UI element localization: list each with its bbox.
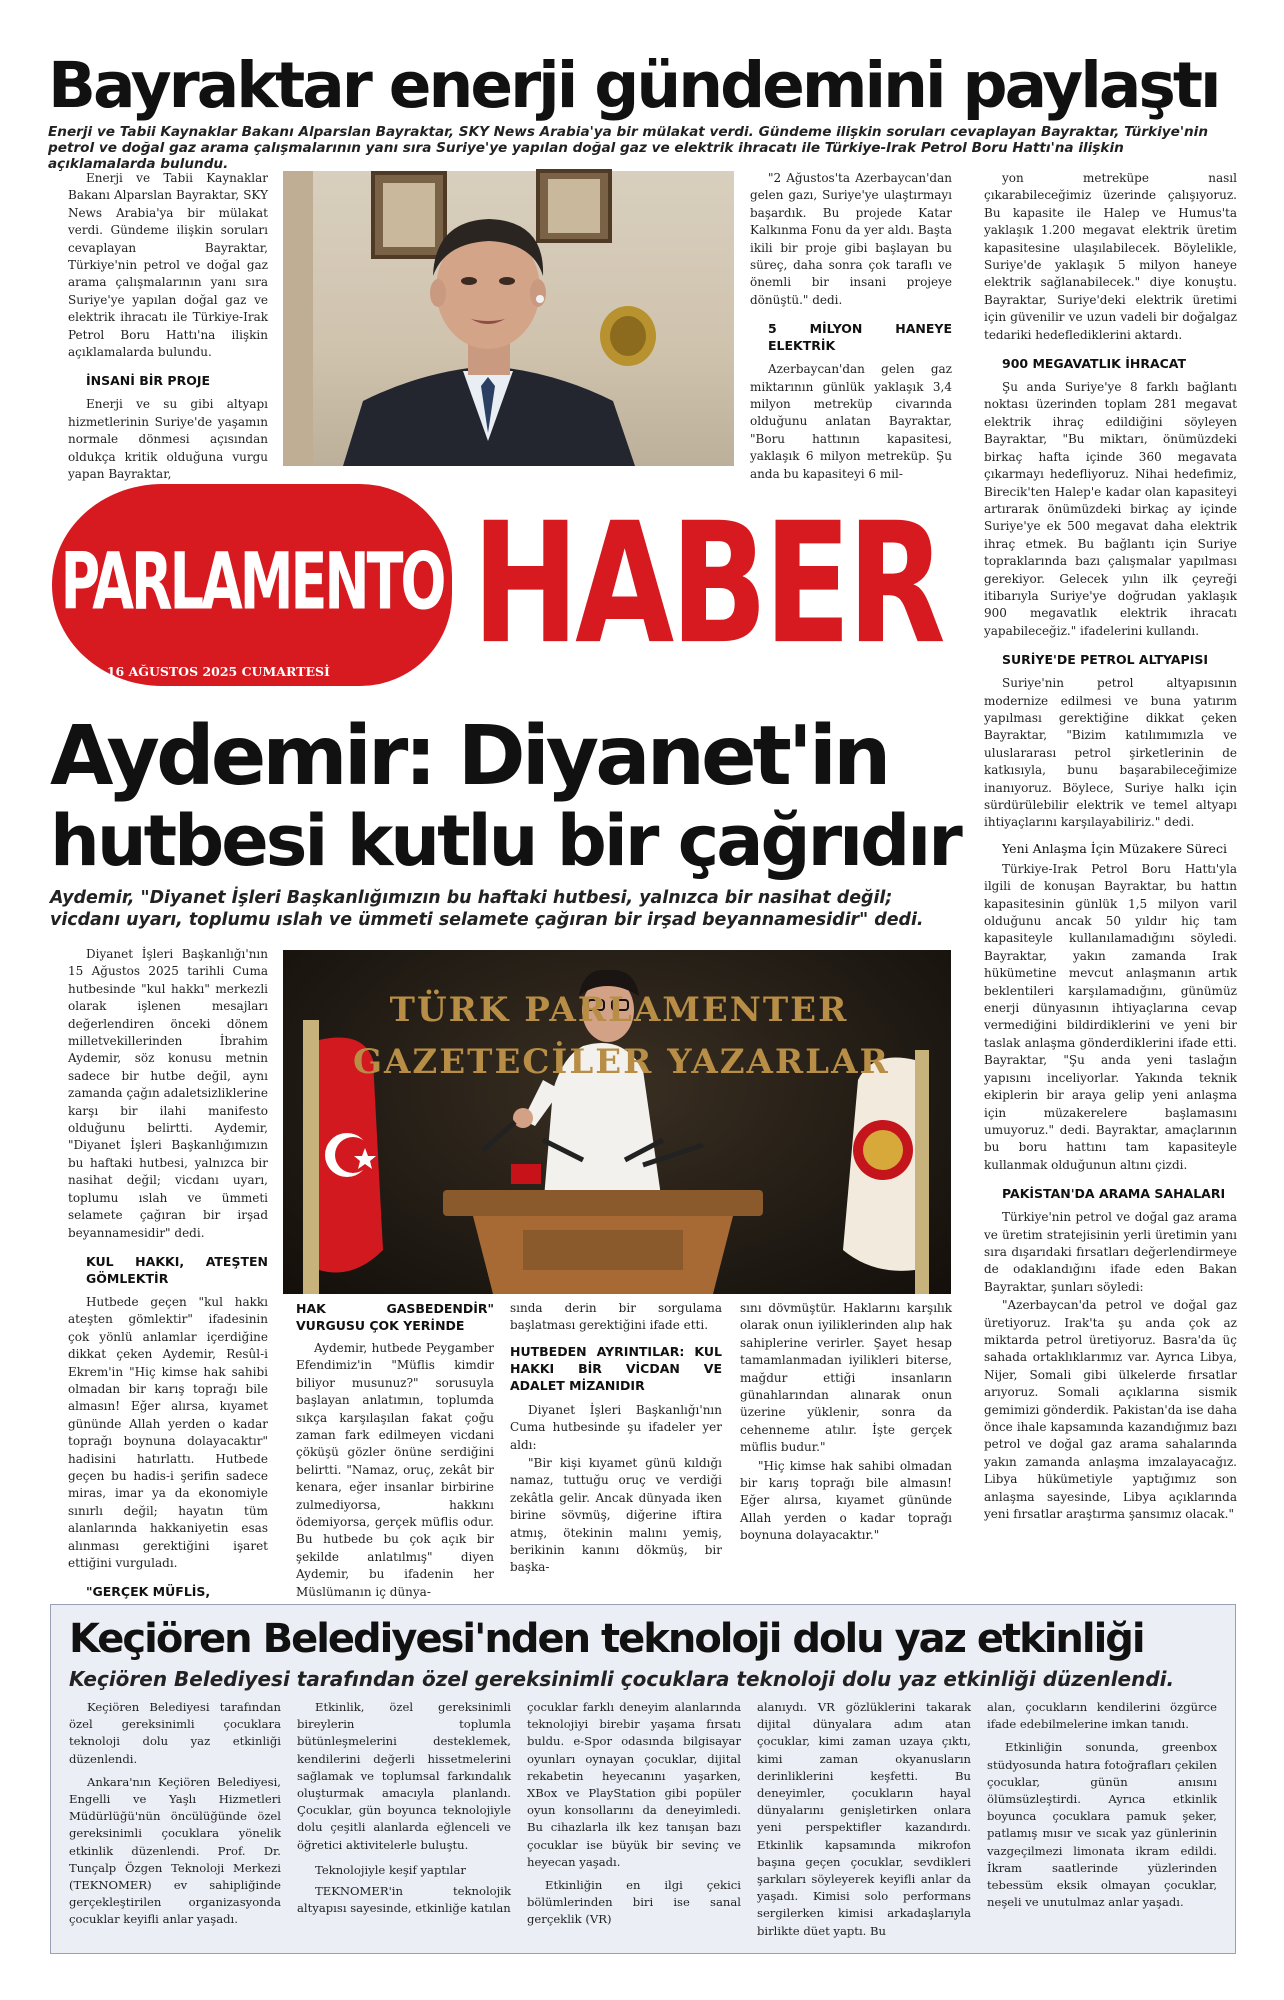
article1-col4c-p: Suriye'nin petrol altyapısının modernize edilmesi ve buna yatırım yapılması gerektiğine dikkat çeken Bayraktar, "Bizim katılımımızla ve uluslararası petrol şirketlerinin de katkısıyla, bunu başarabileceğimize inanıyoruz. Böylece, Suriye halkı için sürdürülebilir elektrik ve temel altyapı ihtiyaçlarını karşılayabiliriz." dedi.	[984, 676, 1237, 830]
article3-col1-p2: Ankara'nın Keçiören Belediyesi, Engelli ve Yaşlı Hizmetleri Müdürlüğü'nün öncülüğünde özel gereksinimli çocuklara yönelik etkinlik düzenlendi. Prof. Dr. Tunçalp Özgen Teknoloji Merkezi (TEKNOMER) ev sahipliğinde gerçekleştirilen organizasyonda çocuklar keyifli anlar yaşadı.	[69, 1774, 281, 1927]
article1-col4a-p: yon metreküpe nasıl çıkarabileceğimiz üzerinde çalışıyoruz. Bu kapasite ile Halep ve Humus'ta yaklaşık 1.200 megavat elektrik üretim kapasitesine ulaşılabilecek. Böylelikle, Suriye'de yaklaşık 5 milyon haneye elektrik sağlanabilecek." diye konuştu. Bayraktar, Suriye'deki elektrik üretimi için güvenilir ve uzun vadeli bir doğalgaz tedariki hedeflediklerini aktardı.	[984, 171, 1237, 342]
article1-subhead-pakistan: PAKİSTAN'DA ARAMA SAHALARI	[1002, 1186, 1226, 1202]
article2-col4	[740, 1300, 952, 1592]
article3-col1	[69, 1699, 281, 1945]
article2-col3b-p2: "Bir kişi kıyamet günü kıldığı namaz, tuttuğu oruç ve verdiği zekâtla gelir. Ancak dünyada iken birine sövmüş, diğerine iftira atmış, ötekinin malını yemiş, berikinin kanını dökmüş, bir başka-	[510, 1456, 722, 1575]
masthead-date: > 16 AĞUSTOS 2025 CUMARTESİ	[92, 664, 330, 679]
article1-subhead-5milyon: 5 MİLYON HANEYE ELEKTRİK	[768, 321, 952, 354]
masthead-brand-left: PARLAMENTO	[60, 536, 444, 628]
article2-col1b-p: Hutbede geçen "kul hakkı ateşten gömlektir" ifadesinin çok yönlü anlamlar içerdiğine dikkat çeken Aydemir, Resûl-i Ekrem'in "Hiç kimse hak sahibi olmadan bir karış toprağı bile almasın! Eğer alırsa, kıyamet gününde Allah yerden o kadar toprağı boynuna dolayacaktır" hadisini hatırlattı. Hutbede geçen bu hadis-i şerifin sadece miras, imar ya da ekonomiyle sınırlı değil; hayatın tüm alanlarında hakkaniyetin esas alınması gerektiğini işaret ettiğini vurguladı.	[68, 1294, 268, 1570]
photo-aydemir-podium	[283, 950, 951, 1294]
article3-col5-p1: alan, çocukların kendilerini özgürce ifade edebilmelerine imkan tanıdı.	[987, 1700, 1217, 1732]
article1-col3	[750, 170, 952, 481]
article3-col5	[987, 1699, 1217, 1945]
article1-col1	[68, 170, 268, 482]
article2-col2	[296, 1296, 494, 1599]
photo-banner-line2: GAZETECİLER YAZARLAR	[353, 1042, 890, 1082]
article3-col3-p2: Etkinliğin en ilgi çekici bölümlerinden biri ise sanal gerçeklik (VR)	[527, 1878, 741, 1927]
article1-subhead-muzakere: Yeni Anlaşma İçin Müzakere Süreci	[1002, 840, 1227, 856]
article2-col4-p2: "Hiç kimse hak sahibi olmadan bir karış toprağı bile almasın! Eğer alırsa, kıyamet gününde Allah yerden o kadar toprağı boynuna dolayacaktır."	[740, 1458, 952, 1543]
article1-col4d-p: Türkiye-Irak Petrol Boru Hattı'yla ilgili de konuşan Bayraktar, bu hattın kapasitesinin günlük 1,5 milyon varil olduğunu ancak 50 yıldır hiç tam kapasiteyle kullanılamadığını söyledi. Bayraktar, yakın zamanda Irak hükümetine mevcut anlaşmanın artık beklentileri karşılamadığını, günümüz enerji dünyasının ihtiyaçlarına cevap vermediğini bildirdiklerini ve yeni bir taslak anlaşma gönderdiklerini ifade etti. Bayraktar, "Şu anda yeni taslağın yapısını inceliyorlar. Yakında teknik ekiplerin bir araya gelip yeni anlaşma için müzakerelere başlamasını umuyoruz." dedi. Bayraktar, amaçlarının bu boru hattını tam kapasiteyle kullanmak olduğunun altını çizdi.	[984, 861, 1237, 1172]
article3-col3-p1: çocuklar farklı deneyim alanlarında teknolojiyi birebir yaşama fırsatı buldu. e-Spor odasında bilgisayar oyunları oynayan çocuklar, dijital rekabetin heyecanını yaşarken, XBox ve PlayStation gibi popüler oyun konsollarını da deneyimledi. Bu cihazlarla ilk kez tanışan bazı çocuklar ise büyük bir sevinç ve heyecan yaşadı.	[527, 1700, 741, 1869]
article2-subhead-gercek-muflis: "GERÇEK MÜFLİS,	[86, 1584, 211, 1600]
article2-col3	[510, 1300, 722, 1592]
article3-col5-p2: Etkinliğin sonunda, greenbox stüdyosunda hatıra fotoğrafları çekilen çocuklar, günün anısını ölümsüzleştirdi. Ayrıca etkinlik boyunca çocuklara pamuk şeker, patlamış mısır ve sıcak yaz günlerinin vazgeçilmezi limonata ikram edildi. İkram saatlerinde yüzlerinden tebessüm eksik olmayan çocuklar, neşeli ve unutulmaz anlar yaşadı.	[987, 1740, 1217, 1910]
masthead	[52, 484, 952, 688]
article1-col1b-p: Enerji ve su gibi altyapı hizmetlerinin Suriye'de yaşamın normale dönmesi açısından oldukça kritik olduğuna vurgu yapan Bayraktar,	[68, 397, 268, 482]
article3-col2-p: Etkinlik, özel gereksinimli bireylerin toplumla bütünleşmelerini desteklemek, kendilerini değerli hissetmelerini sağlamak ve toplumsal farkındalık oluşturmak amacıyla planlandı. Çocuklar, gün boyunca teknolojiyle dolu çeşitli alanlarda eğlenceli ve öğretici aktivitelerle buluştu.	[297, 1700, 511, 1852]
article2-col1-p: Diyanet İşleri Başkanlığı'nın 15 Ağustos 2025 tarihli Cuma hutbesinde "kul hakkı" merkezli olarak işlenen mesajları değerlendiren önceki dönem milletvekillerinden İbrahim Aydemir, söz konusu metnin sadece bir hutbe değil, aynı zamanda çağın adaletsizliklerine karşı bir ilahi manifesto olduğunu belirtti. Aydemir, "Diyanet İşleri Başkanlığımızın bu haftaki hutbesi, yalnızca bir nasihat değil; vicdanı uyarı, toplumu ıslah ve ümmeti selamete çağıran bir irşad beyannamesidir" dedi.	[68, 947, 268, 1240]
article2-col3b-p1: Diyanet İşleri Başkanlığı'nın Cuma hutbesinde şu ifadeler yer aldı:	[510, 1402, 722, 1452]
article3-col2b-p: TEKNOMER'in teknolojik altyapısı sayesinde, etkinliğe katılan	[297, 1884, 511, 1916]
article3-col1-p1: Keçiören Belediyesi tarafından özel gereksinimli çocuklara teknoloji dolu yaz etkinliği düzenlendi.	[69, 1700, 281, 1766]
article2-subhead-ayrintilar: HUTBEDEN AYRINTILAR: KUL HAKKI BİR VİCDAN VE ADALET MİZANIDIR	[510, 1343, 722, 1393]
article3-col2	[297, 1699, 511, 1945]
article2-col2-p: Aydemir, hutbede Peygamber Efendimiz'in "Müflis kimdir biliyor musunuz?" sorusuyla başlayan anlatımın, toplumda sıkça karşılaşılan fakat çoğu zaman fark edilmeyen vicdani çöküşü gözler önüne serdiğini belirtti. "Namaz, oruç, zekât bir kenara, eğer insanlar birbirine zulmediyorsa, hakkını ödemiyorsa, gerçek müflis odur. Bu hutbede bu çok açık bir şekilde anlatılmış" diyen Aydemir, bu ifadenin her Müslümanın iç dünya-	[296, 1341, 494, 1599]
article3-col3	[527, 1699, 741, 1945]
article1-col4	[984, 170, 1237, 1592]
article2-col3a-p: sında derin bir sorgulama başlatması gerektiğini ifade etti.	[510, 1301, 722, 1333]
article1-headline: Bayraktar enerji gündemini paylaştı	[48, 49, 1219, 122]
article3-col4-p: alanıydı. VR gözlüklerini takarak dijital dünyalara adım atan çocuklar, kimi zaman uzaya çıktı, kimi zaman okyanusların derinliklerini keşfetti. Bu deneyimler, çocukların hayal dünyalarını genişletirken onlara yeni perspektifler kazandırdı. Etkinlik kapsamında mikrofon başına geçen çocuklar, sevdikleri şarkıları söyleyerek keyifli anlar da yaşadı. Kimisi solo performans sergilerken kimisi arkadaşlarıyla birlikte düet yaptı. Bu	[757, 1700, 971, 1938]
article1-col3a-p: "2 Ağustos'ta Azerbaycan'dan gelen gazı, Suriye'ye ulaştırmayı başardık. Bu projede Katar Kalkınma Fonu da yer aldı. Başta ikili bir proje gibi başlayan bu süreç, daha sonra çok taraflı ve önemli bir insani projeye dönüştü." dedi.	[750, 171, 952, 307]
article3-deck: Keçiören Belediyesi tarafından özel gereksinimli çocuklara teknoloji dolu yaz etkinliği düzenlendi.	[69, 1667, 1175, 1691]
article3-col4	[757, 1699, 971, 1945]
article1-deck: Enerji ve Tabii Kaynaklar Bakanı Alparslan Bayraktar, SKY News Arabia'ya bir mülakat verdi. Gündeme ilişkin soruları cevaplayan Bayraktar, Türkiye'nin petrol ve doğal gaz arama çalışmalarının yanı sıra Suriye'ye yapılan doğal gaz ve elektrik ihracatı ile Türkiye-Irak Petrol Boru Hattı'na ilişkin açıklamalarda bulundu.	[48, 124, 1208, 172]
photo-bayraktar-illustration	[283, 171, 734, 466]
article1-subhead-insani: İNSANİ BİR PROJE	[86, 373, 211, 389]
article3-headline: Keçiören Belediyesi'nden teknoloji dolu yaz etkinliği	[69, 1616, 1144, 1662]
article1-subhead-suriye-petrol: SURİYE'DE PETROL ALTYAPISI	[1002, 652, 1208, 668]
article2-col1	[68, 946, 268, 1600]
article2-subhead-kulhakki: KUL HAKKI, ATEŞTEN GÖMLEKTİR	[86, 1253, 268, 1286]
photo-bayraktar	[283, 171, 734, 466]
article2-deck: Aydemir, "Diyanet İşleri Başkanlığımızın bu haftaki hutbesi, yalnızca bir nasihat değil; vicdanı uyarı, toplumu ıslah ve ümmeti selamete çağıran bir irşad beyannamesidir" dedi.	[50, 888, 924, 930]
article2-col4-p1: sını dövmüştür. Haklarını karşılık olarak onun iyiliklerinden alıp hak sahiplerine verirler. Şayet hesap tamamlanmadan iyilikleri biterse, mağdur ettiği insanların günahlarından alınarak onun üzerine yüklenir, sonra da cehenneme atılır. İşte gerçek müflis budur."	[740, 1301, 952, 1455]
article1-col3b-p: Azerbaycan'dan gelen gaz miktarının günlük yaklaşık 3,4 milyon metreküp civarında olduğunu anlatan Bayraktar, "Boru hattının kapasitesi, yaklaşık 6 milyon metreküp. Şu anda bu kapasiteyi 6 mil-	[750, 362, 952, 481]
article1-col4e-p1: Türkiye'nin petrol ve doğal gaz arama ve üretim stratejisinin yerli üretimin yanı sıra dışarıdaki fırsatları değerlendirmeye de odaklandığını ifade eden Bakan Bayraktar, şunları söyledi:	[984, 1210, 1237, 1294]
article1-col1-p: Enerji ve Tabii Kaynaklar Bakanı Alparslan Bayraktar, SKY News Arabia'ya bir mülakat verdi. Gündeme ilişkin soruları cevaplayan Bayraktar, Türkiye'nin petrol ve doğal gaz arama çalışmalarının yanı sıra Suriye'ye yapılan doğal gaz ve elektrik ihracatı ile Türkiye-Irak Petrol Boru Hattı'na ilişkin açıklamalarda bulundu.	[68, 171, 268, 360]
article1-subhead-900mw: 900 MEGAVATLIK İHRACAT	[1002, 356, 1187, 372]
article2-headline-line2: hutbesi kutlu bir çağrıdır	[50, 800, 960, 882]
article1-col4e-p2: "Azerbaycan'da petrol ve doğal gaz üretiyoruz. Irak'ta şu anda çok az miktarda petrol üretiyoruz. Basra'da üç sahada ortaklıklarımız var. Ayrıca Libya, Nijer, Somali gibi ülkelerde fırsatlar arıyoruz. Somali açıklarına sismik gemimizi gönderdik. Pakistan'da ise daha önce ihale kapsamında kazandığımız bazı petrol ve doğal gaz arama sahalarında yakın zamanda anlaşma imzalayacağız. Libya hükümetiyle yaptığımız son anlaşma sayesinde, Libya açıklarında yeni fırsatlar araştırma şansımız olacak."	[984, 1298, 1238, 1522]
photo-banner-line1: TÜRK PARLAMENTER	[389, 990, 849, 1030]
article3-subhead-teknoloji: Teknolojiyle keşif yaptılar	[315, 1862, 466, 1877]
masthead-brand-right: HABER	[472, 487, 942, 682]
article1-col4b-p: Şu anda Suriye'ye 8 farklı bağlantı noktası üzerinden toplam 281 megavat elektrik ihraç edildiğini söyleyen Bayraktar, "Bu miktarı, önümüzdeki birkaç hafta içinde 360 megavata çıkarmayı hedefliyoruz. Nihai hedefimiz, Birecik'ten Halep'e kadar olan kapasiteyi artırarak önümüzdeki birkaç ay içinde Suriye'ye ek 500 megavat daha elektrik ihraç etmek. Bu bağlantı için Suriye topraklarında bazı çalışmalar yapılması gerekiyor. Gelecek yılın ilk çeyreği itibarıyla Suriye'ye doğrudan yaklaşık 900 megavatlık elektrik ihracatı yapabileceğiz." ifadelerini kullandı.	[984, 380, 1237, 638]
article2-headline-line1: Aydemir: Diyanet'in	[50, 709, 888, 804]
article2-subhead-hakgasbeden: HAK GASBEDENDİR" VURGUSU ÇOK YERİNDE	[296, 1301, 494, 1333]
article3-box	[50, 1604, 1236, 1954]
